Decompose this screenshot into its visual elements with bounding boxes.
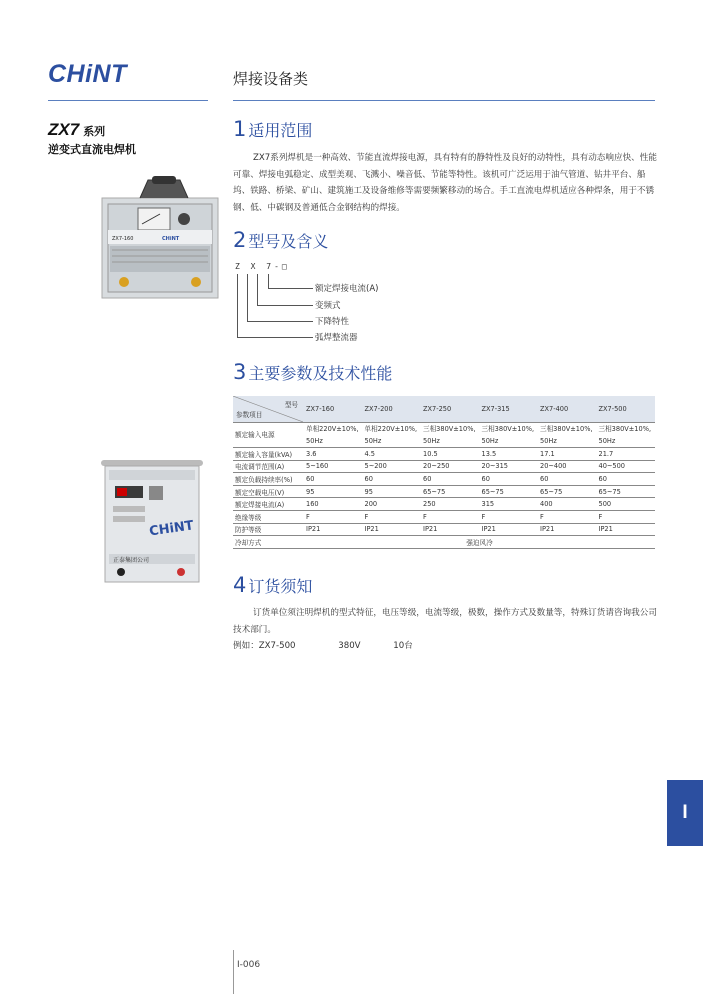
row-label: 额定输入容量(kVA) [235,450,293,459]
table-row [233,460,655,473]
model-col-5: ZX7-400 [538,396,597,423]
welder-image-small [100,172,220,300]
chapter-tab: I [667,780,703,846]
section1-paragraph: ZX7系列焊机是一种高效、节能直流焊接电源，具有特有的静特性及良好的动特性，具有动态响应快、性能可靠、焊接电弧稳定、成型美观、飞溅小、噪音低、节能等特性。该机可广泛运用于油气管道、钻井平台、船坞、铁路、桥梁、矿山、建筑施工及设备维修等需要频繁移动的场合。手工直流电焊机适应各种焊条，用于不锈钢、低、中碳钢及普通低合金钢结构的焊接。 [233,153,657,213]
model-label-rectifier: 弧焊整流器 [315,333,358,343]
table-cell: 60 [423,474,432,483]
model-label-current: 额定焊接电流(A) [315,284,379,294]
row-label: 额定负载持续率(%) [235,475,293,484]
model-code: Z X 7-□ [235,262,290,271]
table-cell: 65~75 [598,487,621,496]
row-label: 电流调节范围(A) [235,463,285,472]
table-cell: 20~315 [481,462,509,471]
product-model: ZX7 系列 [48,120,106,139]
left-divider [48,100,208,101]
table-cell: 单相220V±10%, 50Hz [306,425,359,445]
table-cell: 60 [481,474,490,483]
section1-title: 1 适用范围 [233,117,313,141]
machine1-label: ZX7-160 [112,236,134,242]
model-label-drooping: 下降特性 [315,317,350,327]
footer-divider [233,950,234,994]
table-cell: 5~160 [306,462,329,471]
row-label: 额定空载电压(V) [235,488,285,497]
product-name: 逆变式直流电焊机 [48,143,136,156]
row-label: 额定输入电源 [235,431,275,439]
table-cell: IP21 [481,525,496,534]
table-row [233,523,655,536]
table-cell: IP21 [540,525,555,534]
table-cell: 315 [481,500,495,509]
table-row [233,448,655,461]
cooling-value: 强迫风冷 [466,538,493,547]
table-cell: F [598,512,603,521]
table-cell: F [481,512,486,521]
category-title: 焊接设备类 [233,70,309,88]
model-col-6: ZX7-500 [597,396,656,423]
model-col-4: ZX7-315 [480,396,539,423]
table-cell: 13.5 [481,449,497,458]
table-cell: F [306,512,310,521]
table-cell: 500 [598,500,612,509]
table-cell: 250 [423,500,436,509]
model-col-3: ZX7-250 [421,396,480,423]
table-row [233,423,655,448]
table-row [233,510,655,523]
welder-image-large [97,458,207,583]
table-cell: 三相380V±10%, 50Hz [598,425,652,445]
machine2-brand: CHiNT [148,518,195,540]
section2-title: 2 型号及含义 [233,228,329,252]
table-cell: 400 [540,500,553,509]
table-cell: 65~75 [423,487,446,496]
table-cell: 20~250 [423,462,450,471]
row-label: 额定焊接电流(A) [235,501,285,510]
table-cell: 65~75 [540,487,563,496]
table-corner-cell: 型号 参数项目 [233,396,304,423]
table-cell: 17.1 [540,449,555,458]
section4-paragraph: 订货单位须注明焊机的型式特征，电压等级，电流等级，极数，操作方式及数量等，特殊订货请咨询我公司技术部门。 [233,608,657,635]
table-row [233,498,655,511]
table-cell: 10.5 [423,449,438,458]
table-cell: 60 [598,474,607,483]
table-cell: IP21 [306,525,321,534]
table-cell: IP21 [423,525,438,534]
table-cell: IP21 [598,525,613,534]
table-cell: 4.5 [364,449,375,458]
row-label: 防护等级 [235,526,262,535]
row-label: 绝缘等级 [235,513,262,522]
table-cell: 60 [540,474,549,483]
table-row [233,485,655,498]
brand-logo: CHiNT [48,60,127,88]
table-cell: 20~400 [540,462,567,471]
table-cell: 60 [306,474,315,483]
model-col-2: ZX7-200 [363,396,422,423]
table-cell: 65~75 [481,487,504,496]
parameter-table [233,396,655,549]
table-cell: 21.7 [598,449,614,458]
page-number: I-006 [237,960,261,970]
model-diagram [233,262,433,352]
table-cell: F [540,512,544,521]
table-row [233,473,655,486]
table-cell: 5~200 [364,462,387,471]
order-example: 例如：ZX7-500 380V 10台 [233,641,413,651]
section3-title: 3 主要参数及技术性能 [233,360,393,384]
model-col-1: ZX7-160 [304,396,363,423]
table-cell: 60 [364,474,373,483]
table-cell: 200 [364,500,378,509]
table-cell: 3.6 [306,449,317,458]
table-cell: 三相380V±10%, 50Hz [481,425,535,445]
header-divider [233,100,655,101]
table-cell: 单相220V±10%, 50Hz [364,425,418,445]
table-cell: 三相380V±10%, 50Hz [423,425,476,445]
table-cell: IP21 [364,525,379,534]
table-row [233,536,655,549]
table-header-row [233,396,655,423]
section4-title: 4 订货须知 [233,573,313,597]
model-label-inverter: 变频式 [315,301,341,311]
table-cell: 95 [364,487,373,496]
machine2-plate: 正泰集团公司 [113,557,150,564]
table-cell: F [423,512,427,521]
table-cell: 95 [306,487,315,496]
row-label: 冷却方式 [235,538,262,547]
table-cell: 三相380V±10%, 50Hz [540,425,593,445]
table-cell: 160 [306,500,319,509]
table-cell: 40~500 [598,462,626,471]
machine1-brand: CHiNT [162,236,180,242]
table-cell: F [364,512,369,521]
